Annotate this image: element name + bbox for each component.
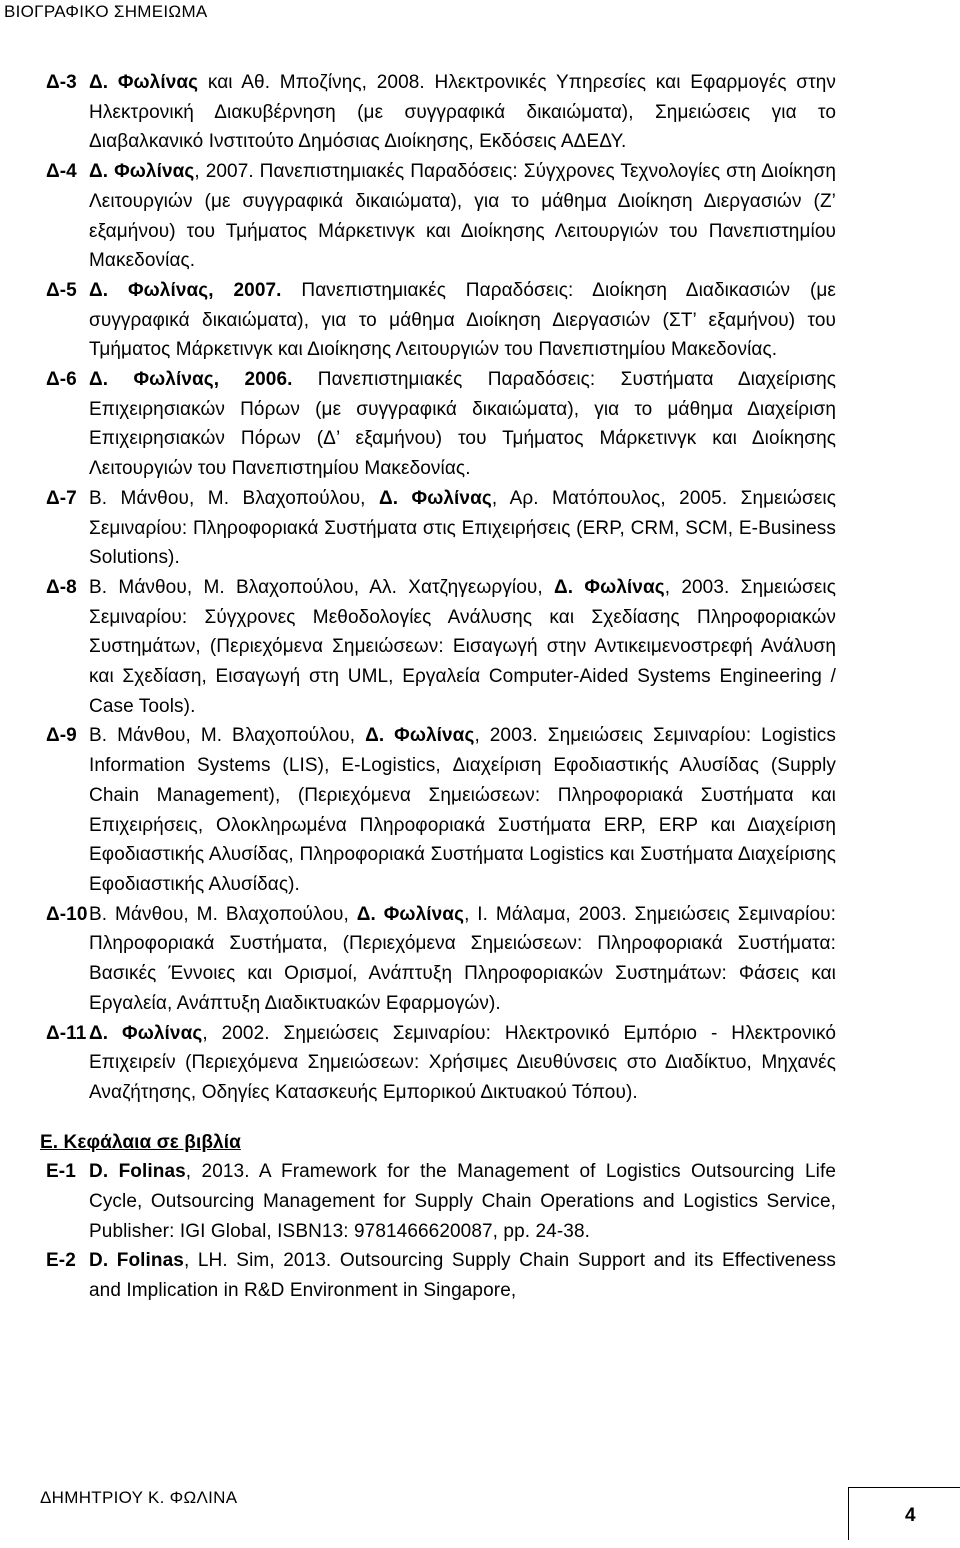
document-body [40, 68, 837, 1306]
entry-rest: , 2007. Πανεπιστημιακές Παραδόσεις: Σύγχρονες Τεχνολογίες στη Διοίκηση Λειτουργιών (με συγγραφικά δικαιώματα), για το μάθημα Διοίκηση Διεργασιών (Ζ’ εξαμήνου) του Τμήματος Μάρκετινγκ και Διοίκησης Λειτουργιών του Πανεπιστημίου Μακεδονίας. [89, 161, 836, 272]
entry-author: Δ. Φωλίνας [365, 725, 475, 747]
entry-code: Δ-10 [46, 903, 88, 925]
entry-e1 [46, 1157, 836, 1246]
entry-author: Δ. Φωλίνας [89, 1022, 203, 1044]
entry-d11 [46, 1019, 836, 1108]
entry-rest: , 2013. A Framework for the Management of Logistics Outsourcing Life Cycle, Outsourcing Management for Supply Chain Operations and Logistics Service, Publisher: IGI Global, ISBN13: 9781466620087, pp. 24-38. [89, 1161, 836, 1242]
entry-text [89, 721, 836, 899]
entry-rest: , 2003. Σημειώσεις Σεμιναρίου: Σύγχρονες Μεθοδολογίες Ανάλυσης και Σχεδίασης Πληροφοριακών Συστημάτων, (Περιεχόμενα Σημειώσεων: Εισαγωγή στην Αντικειμενοστρεφή Ανάλυση και Σχεδίαση, Εισαγωγή στη UML, Εργαλεία Computer-Aided Systems Engineering / Case Tools). [89, 576, 836, 717]
entry-d10 [46, 900, 836, 1019]
entry-rest: , Αρ. Ματόπουλος, 2005. Σημειώσεις Σεμιναρίου: Πληροφοριακά Συστήματα στις Επιχειρήσεις (ERP, CRM, SCM, E-Business Solutions). [89, 487, 836, 569]
entry-coauthors: Β. Μάνθου, Μ. Βλαχοπούλου, [89, 487, 379, 509]
entry-code: E-1 [46, 1161, 76, 1183]
entry-text [89, 900, 836, 1019]
page-header [0, 0, 960, 23]
entry-rest: Πανεπιστημιακές Παραδόσεις: Συστήματα Διαχείρισης Επιχειρησιακών Πόρων (με συγγραφικά δικαιώματα), για το μάθημα Διαχείριση Επιχειρησιακών Πόρων (Δ’ εξαμήνου) του Τμήματος Μάρκετινγκ και Διοίκησης Λειτουργιών του Πανεπιστημίου Μακεδονίας. [89, 369, 836, 480]
entry-code: Δ-4 [46, 161, 77, 183]
section-heading-book-chapters: Ε. Κεφάλαια σε βιβλία [40, 1131, 241, 1153]
entry-rest: , Ι. Μάλαμα, 2003. Σημειώσεις Σεμιναρίου: Πληροφοριακά Συστήματα, (Περιεχόμενα Σημειώσεων: Πληροφοριακά Συστήματα: Βασικές Έννοιες και Ορισμοί, Ανάπτυξη Πληροφοριακών Συστημάτων: Φάσεις και Εργαλεία, Ανάπτυξη Διαδικτυακών Εφαρμογών). [89, 903, 836, 1014]
entry-code: Δ-7 [46, 487, 77, 509]
entry-coauthors: Β. Μάνθου, Μ. Βλαχοπούλου, [89, 725, 366, 747]
entry-author: Δ. Φωλίνας [89, 72, 199, 93]
entry-text [89, 68, 836, 157]
entry-author: Δ. Φωλίνας [554, 576, 665, 598]
entry-rest: και Αθ. Μποζίνης, 2008. Ηλεκτρονικές Υπηρεσίες και Εφαρμογές στην Ηλεκτρονική Διακυβέρνηση (με συγγραφικά δικαιώματα), Σημειώσεις για το Διαβαλκανικό Ινστιτούτο Δημόσιας Διοίκησης, Εκδόσεις ΑΔΕΔΥ. [89, 72, 836, 153]
entry-d8 [46, 573, 836, 722]
entry-d9 [46, 721, 836, 899]
entry-d5 [46, 276, 836, 365]
entry-text [89, 157, 836, 276]
entry-author: Δ. Φωλίνας, 2007. [89, 279, 282, 301]
entry-d4 [46, 157, 836, 276]
entry-author: Δ. Φωλίνας, 2006. [89, 369, 293, 391]
entry-coauthors: Β. Μάνθου, Μ. Βλαχοπούλου, [89, 903, 357, 925]
entry-code: Δ-11 [46, 1022, 87, 1044]
entry-text [89, 484, 836, 573]
entry-d6 [46, 365, 836, 484]
entry-code: Δ-9 [46, 725, 77, 747]
entry-e2 [46, 1246, 836, 1305]
entry-author: D. Folinas [89, 1161, 186, 1183]
entry-author: Δ. Φωλίνας [89, 161, 195, 183]
entry-d7 [46, 484, 836, 573]
entry-d3 [46, 68, 836, 157]
entry-author: Δ. Φωλίνας [378, 487, 492, 509]
entry-code: Δ-3 [46, 72, 77, 93]
entry-code: Δ-8 [46, 576, 77, 598]
entry-text [89, 1157, 836, 1246]
entry-author: D. Folinas [89, 1250, 184, 1272]
entry-author: Δ. Φωλίνας [356, 903, 465, 925]
entry-rest: , 2002. Σημειώσεις Σεμιναρίου: Ηλεκτρονικό Εμπόριο - Ηλεκτρονικό Επιχειρείν (Περιεχόμενα Σημειώσεων: Χρήσιμες Διευθύνσεις στο Διαδίκτυο, Μηχανές Αναζήτησης, Οδηγίες Κατασκευής Εμπορικού Δικτυακού Τόπου). [89, 1022, 836, 1103]
page-header-title: ΒΙΟΓΡΑΦΙΚΟ ΣΗΜΕΙΩΜΑ [4, 2, 208, 21]
entry-text [89, 1246, 836, 1305]
entry-rest: Πανεπιστημιακές Παραδόσεις: Διοίκηση Διαδικασιών (με συγγραφικά δικαιώματα), για το μάθημα Διοίκηση Διεργασιών (ΣΤ’ εξαμήνου) του Τμήματος Μάρκετινγκ και Διοίκησης Λειτουργιών του Πανεπιστημίου Μακεδονίας. [89, 279, 837, 361]
entry-text [89, 1019, 836, 1108]
entry-rest: , LH. Sim, 2013. Outsourcing Supply Chain Support and its Effectiveness and Implication in R&D Environment in Singapore, [89, 1250, 836, 1302]
footer-author-name: ΔΗΜΗΤΡΙΟΥ Κ. ΦΩΛΙΝΑ [40, 1488, 238, 1507]
page-number: 4 [905, 1505, 916, 1526]
entry-coauthors: Β. Μάνθου, Μ. Βλαχοπούλου, Αλ. Χατζηγεωργίου, [89, 576, 554, 598]
entry-code: Δ-5 [46, 279, 77, 301]
entry-rest: , 2003. Σημειώσεις Σεμιναρίου: Logistics Information Systems (LIS), E-Logistics, Διαχείριση Εφοδιαστικής Αλυσίδας (Supply Chain Management), (Περιεχόμενα Σημειώσεων: Πληροφοριακά Συστήματα και Επιχειρήσεις, Ολοκληρωμένα Πληροφοριακά Συστήματα ERP, ERP και Διαχείριση Εφοδιαστικής Αλυσίδας, Πληροφοριακά Συστήματα Logistics και Συστήματα Διαχείρισης Εφοδιαστικής Αλυσίδας). [89, 725, 836, 895]
entry-code: E-2 [46, 1250, 76, 1272]
entry-text [89, 365, 836, 484]
entry-text [89, 276, 836, 365]
footer-page-box [848, 1487, 960, 1540]
entry-text [89, 573, 836, 722]
entry-code: Δ-6 [46, 369, 77, 391]
